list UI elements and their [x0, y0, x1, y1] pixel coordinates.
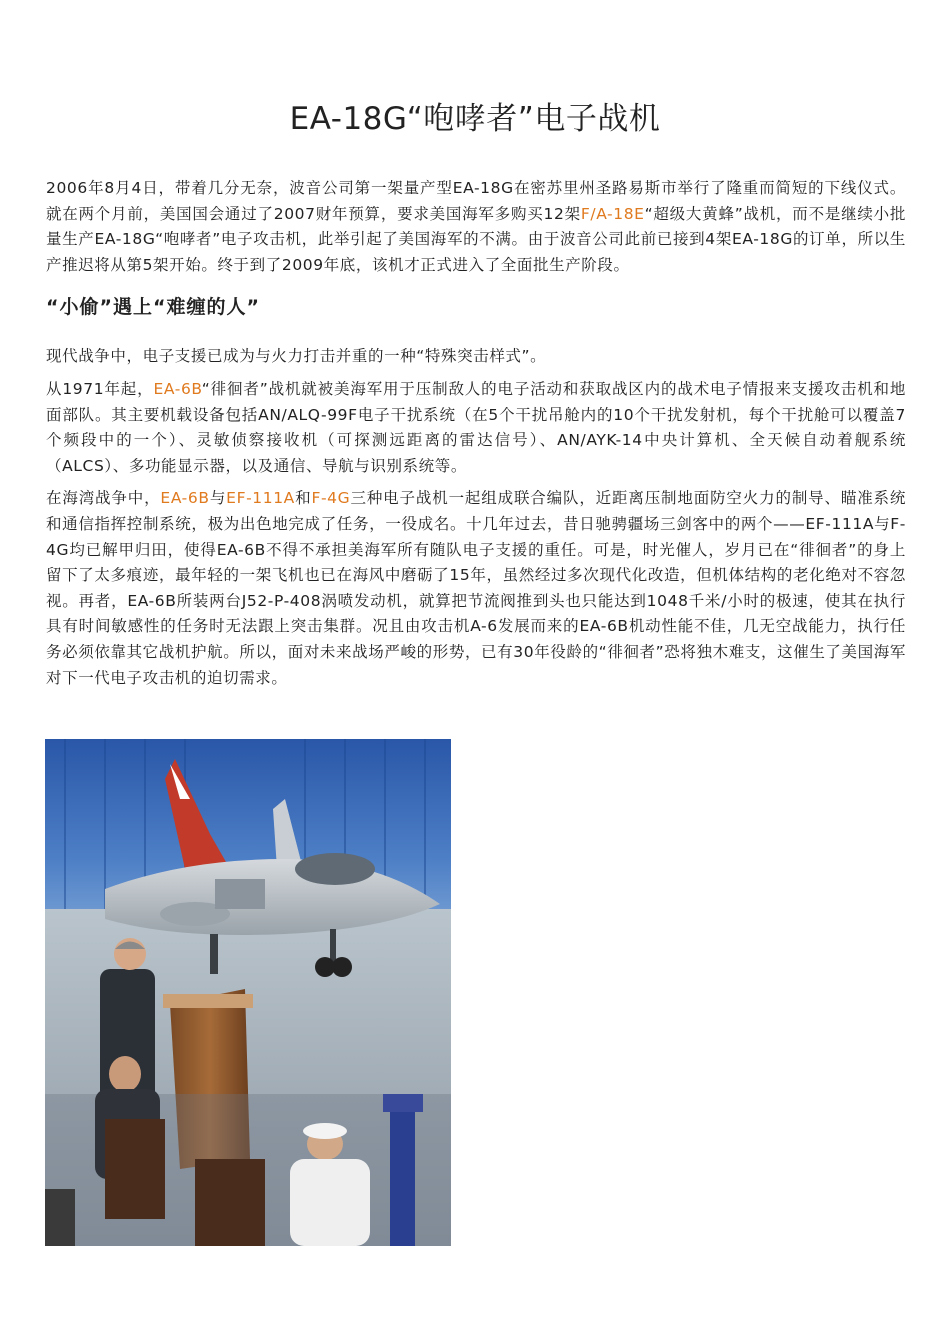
p3-text-3: 和 — [294, 489, 312, 508]
p3-text-4: 三种电子战机一起组成联合编队，近距离压制地面防空火力的制导、瞄准系统和通信指挥控制系统，极为出色地完成了任务，一役成名。十几年过去，昔日驰骋疆场三剑客中的两个——EF-111A与F-4G均已解甲归田，使得EA-6B不得不承担美海军所有随队电子支援的重任。可是，时光催人，岁月已在“徘徊者”的身上留下了太多痕迹，最年轻的一架飞机也已在海风中磨砺了15年，虽然经过多次现代化改造，但机体结构的老化绝对不容忽视。再者，EA-6B所装两台J52-P-408涡喷发动机，就算把节流阀推到头也只能达到1048千米/小时的极速，使其在执行具有时间敏感性的任务时无法跟上突击集群。况且由攻击机A-6发展而来的EA-6B机动性能不佳，几无空战能力，执行任务必须依靠其它战机护航。所以，面对未来战场严峻的形势，已有30年役龄的“徘徊者”恐将独木难支，这催生了美国海军对下一代电子攻击机的迫切需求。 — [46, 489, 906, 687]
paragraph-gulf-war — [46, 486, 906, 691]
link-f-4g[interactable]: F-4G — [311, 489, 351, 508]
article-body — [46, 176, 906, 698]
photo-illustration — [45, 739, 451, 1246]
intro-text-2: “超级大黄蜂”战机，而不是继续小批量生产EA-18G“咆哮者”电子攻击机，此举引起了美国海军的不满。由于波音公司此前已接到4架EA-18G的订单，所以生产推迟将从第5架开始。终于到了2009年底，该机才正式进入了全面批生产阶段。 — [46, 204, 907, 274]
p2-text-1: 从1971年起， — [46, 379, 154, 398]
p2-text-2: “徘徊者”战机就被美海军用于压制敌人的电子活动和获取战区内的战术电子情报来支援攻击机和地面部队。其主要机载设备包括AN/ALQ-99F电子干扰系统（在5个干扰吊舱内的10个干扰发射机，每个干扰舱可以覆盖7个频段中的一个）、灵敏侦察接收机（可探测远距离的雷达信号）、AN/AYK-14中央计算机、全天候自动着舰系统（ALCS）、多功能显示器，以及通信、导航与识别系统等。 — [46, 379, 906, 475]
link-fa-18e[interactable]: F/A-18E — [580, 204, 645, 223]
page-title: EA-18G“咆哮者”电子战机 — [289, 101, 661, 137]
paragraph-ea6b-history — [46, 377, 906, 479]
intro-paragraph — [46, 176, 906, 278]
link-ea-6b-2[interactable]: EA-6B — [160, 489, 210, 508]
link-ef-111a[interactable]: EF-111A — [226, 489, 295, 508]
link-ea-6b[interactable]: EA-6B — [153, 379, 202, 398]
p3-text-1: 在海湾战争中， — [46, 489, 161, 508]
paragraph-electronic-support: 现代战争中，电子支援已成为与火力打击并重的一种“特殊突击样式”。 — [46, 347, 547, 366]
section-heading: “小偷”遇上“难缠的人” — [46, 296, 260, 319]
intro-text-1: 2006年8月4日，带着几分无奈，波音公司第一架量产型EA-18G在密苏里州圣路易斯市举行了隆重而简短的下线仪式。就在两个月前，美国国会通过了2007财年预算，要求美国海军多购买12架 — [46, 179, 906, 223]
p3-text-2: 与 — [209, 489, 227, 508]
rollout-ceremony-photo — [45, 739, 451, 1246]
